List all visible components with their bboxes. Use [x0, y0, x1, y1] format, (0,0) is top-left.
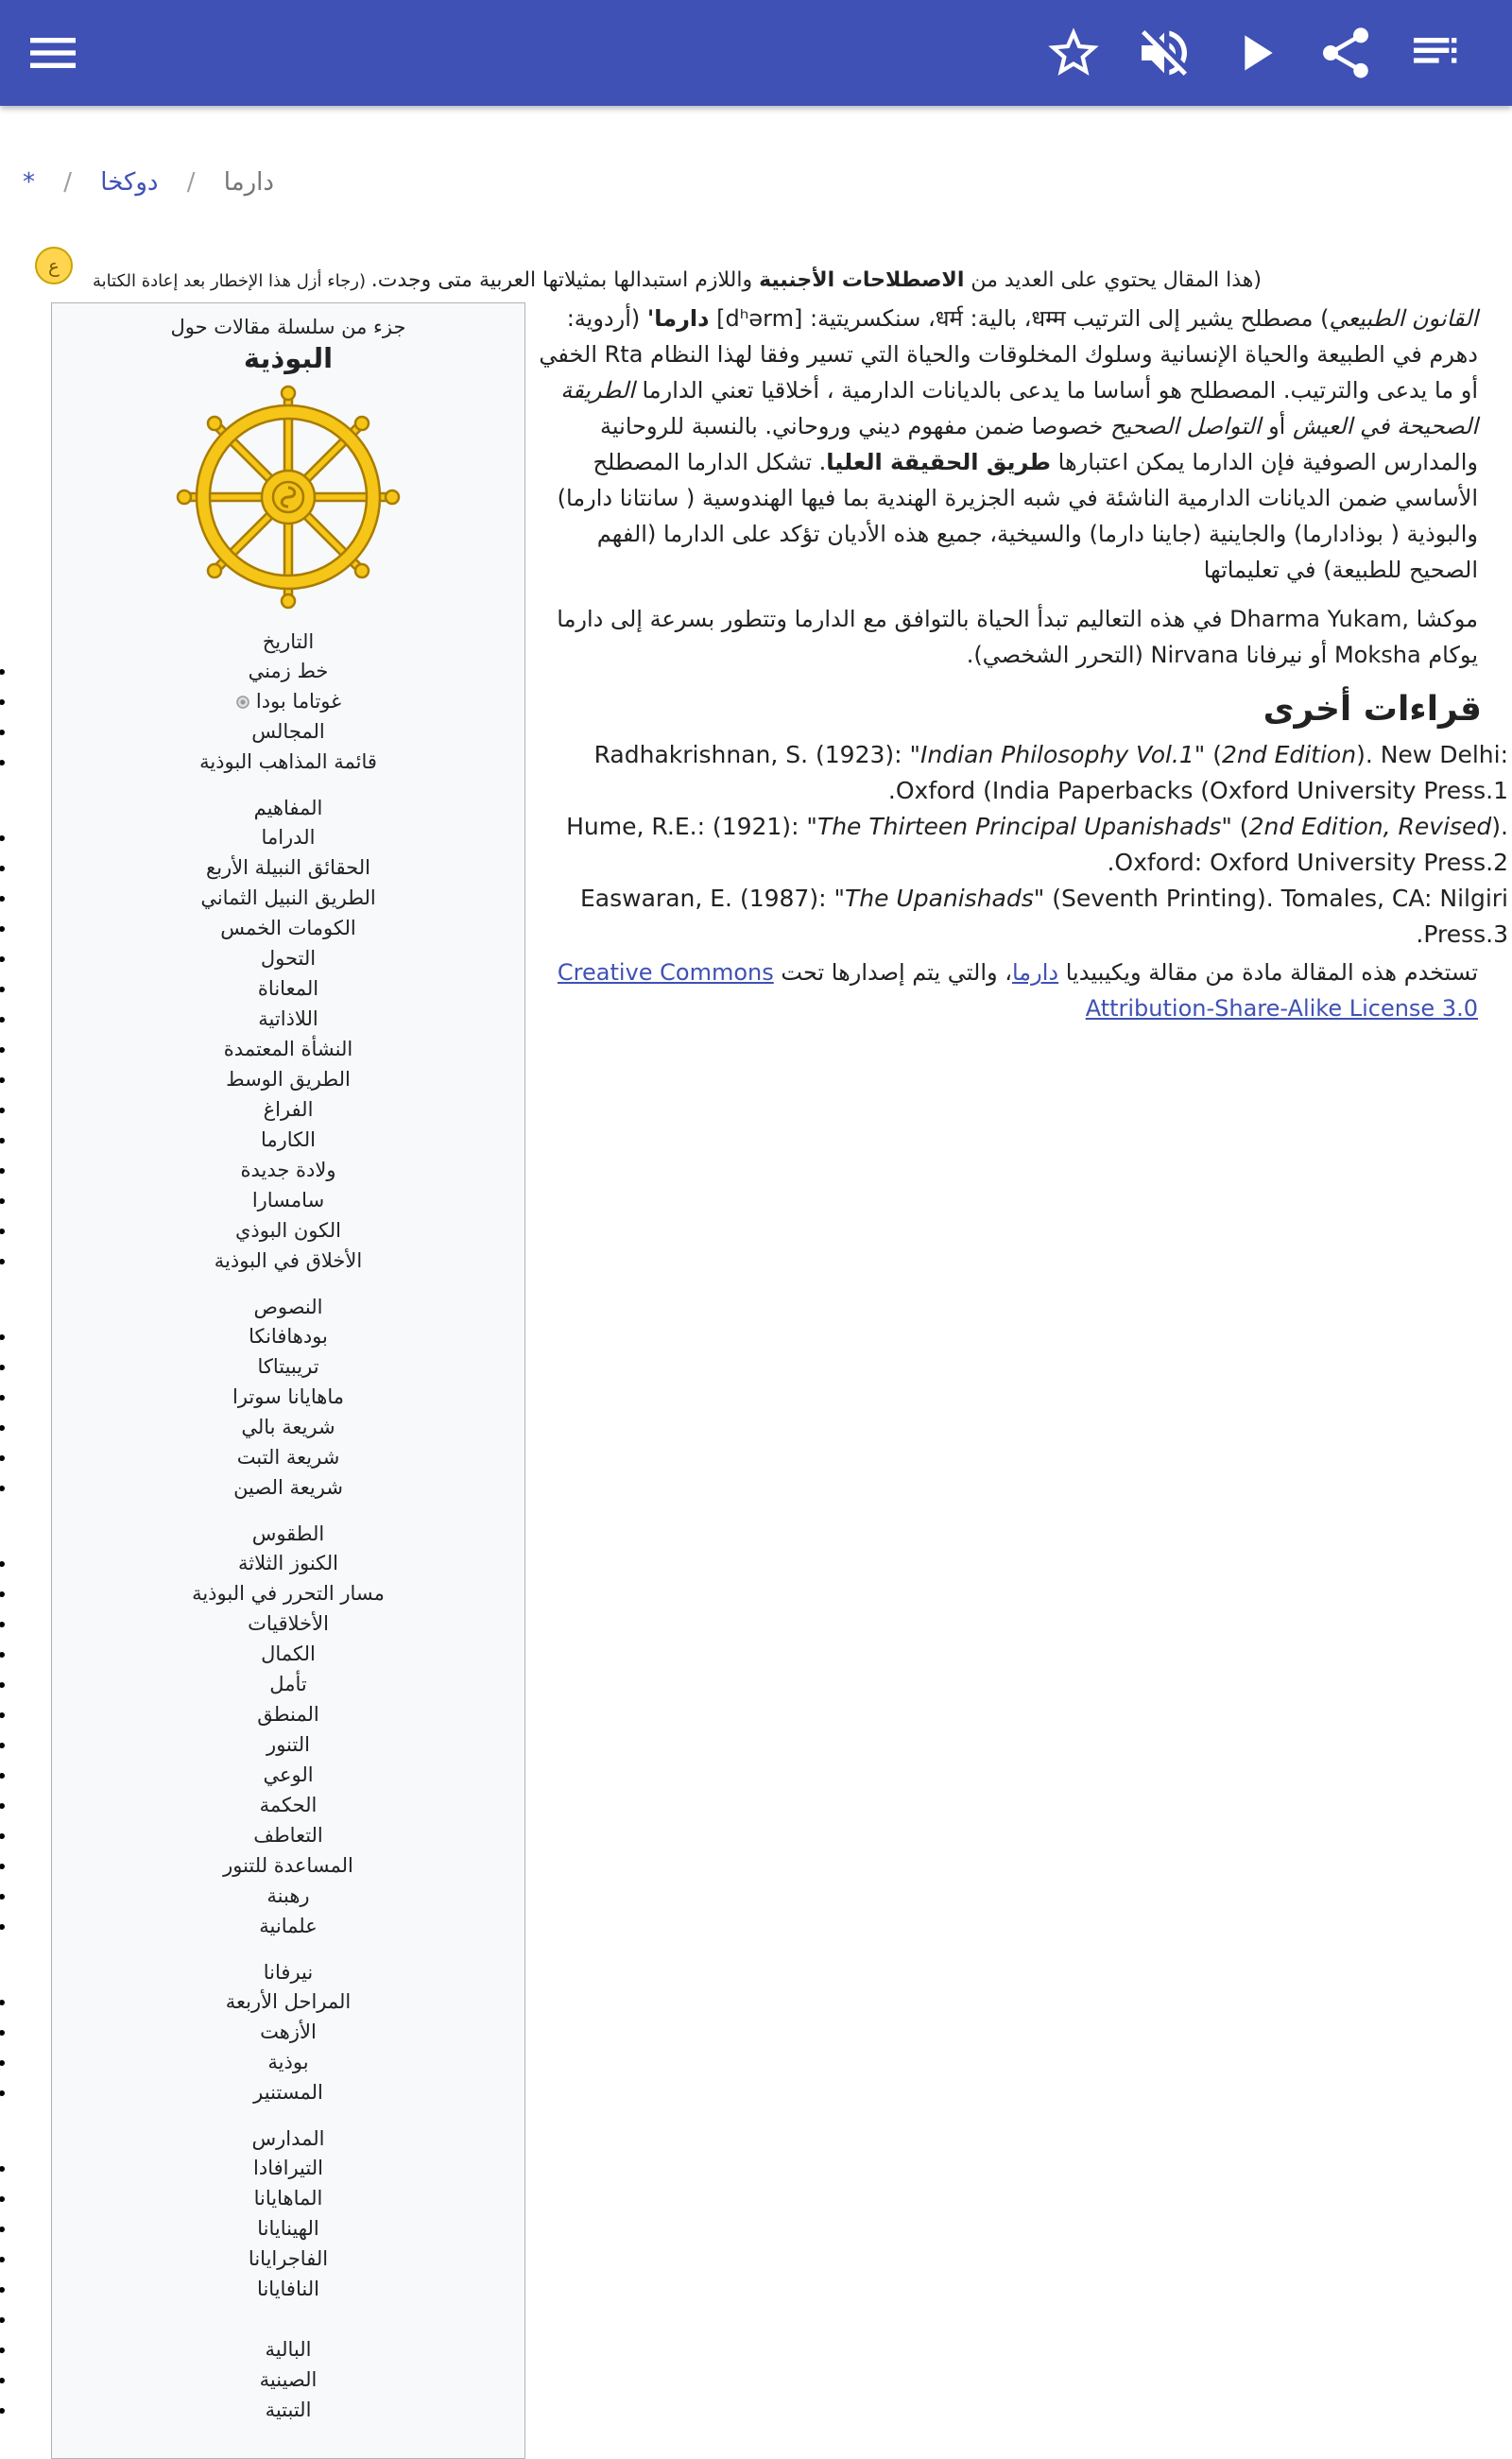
language-notice	[93, 268, 1262, 292]
infobox-item-label: سامسارا	[251, 1189, 325, 1212]
infobox-item-label: الأخلاقيات	[248, 1612, 329, 1635]
infobox-item-label: الماهايانا	[253, 2187, 323, 2210]
infobox-item-label: شريعة التبت	[236, 1446, 340, 1469]
infobox-item-label: اللاذاتية	[258, 1007, 318, 1030]
infobox-section-list	[52, 1321, 524, 1503]
infobox-list-item[interactable]	[52, 2047, 524, 2077]
infobox-item-label: المنطق	[257, 1703, 319, 1726]
article-italic: التواصل الصحيح	[1109, 413, 1262, 439]
infobox-list-item[interactable]	[52, 913, 524, 943]
breadcrumb-separator: /	[63, 168, 72, 197]
infobox-list-item[interactable]	[52, 2304, 524, 2334]
infobox-list-item[interactable]	[52, 2153, 524, 2183]
reference-list	[525, 737, 1508, 953]
infobox-sections	[52, 628, 524, 2425]
infobox-list-item[interactable]	[52, 2334, 524, 2364]
infobox-list-item[interactable]	[52, 1986, 524, 2017]
infobox-section-heading[interactable]: المفاهيم	[253, 797, 323, 819]
infobox-list-item[interactable]	[52, 2183, 524, 2213]
infobox-list-item[interactable]	[52, 1729, 524, 1760]
reference-text: 2nd Edition, Revised	[1248, 813, 1492, 840]
license-link[interactable]: Creative Commons Attribution-Share-Alike License 3.0	[557, 959, 1478, 1022]
infobox-item-label: الكنوز الثلاثة	[237, 1552, 339, 1574]
infobox-list-item[interactable]	[52, 822, 524, 852]
infobox-list-item[interactable]	[52, 686, 524, 716]
infobox-item-label: الطريق الوسط	[226, 1068, 351, 1091]
infobox-list-item[interactable]	[52, 1669, 524, 1699]
reference-number: 2.	[1107, 849, 1508, 876]
menu-icon[interactable]	[23, 23, 83, 83]
infobox-list-item[interactable]	[52, 943, 524, 973]
article-text: धर्म	[935, 305, 963, 332]
infobox-item-label: المستنير	[253, 2081, 323, 2104]
article-text: धम्म	[1031, 305, 1066, 332]
infobox-item-label: التحول	[260, 947, 317, 970]
infobox-list-item[interactable]	[52, 1004, 524, 1034]
infobox-section-list	[52, 1548, 524, 1941]
infobox-section-list	[52, 822, 524, 1276]
article-text: ، سنكسريتية:	[802, 305, 936, 332]
article-text: (أردوية: دهرم	[566, 305, 1478, 368]
article-body	[525, 301, 1478, 686]
mute-icon[interactable]	[1134, 23, 1194, 83]
play-icon[interactable]	[1225, 23, 1285, 83]
infobox-item-label: الأزهت	[260, 2021, 317, 2043]
infobox-section-list	[52, 2153, 524, 2425]
infobox-item-label: شريعة بالي	[241, 1416, 335, 1438]
playlist-icon[interactable]	[1406, 23, 1467, 83]
reference-text: Hume, R.E.: (1921): "	[566, 813, 817, 840]
infobox-list-item[interactable]	[52, 1351, 524, 1382]
infobox-list-item[interactable]	[52, 2017, 524, 2047]
infobox-part-of: جزء من سلسلة مقالات حول	[170, 316, 406, 338]
infobox-list-item[interactable]	[52, 973, 524, 1004]
further-reading-heading: قراءات أخرى	[1263, 690, 1482, 729]
license-text: تستخدم هذه المقالة مادة من مقالة ويكيبيديا	[1058, 959, 1478, 986]
infobox-list-item[interactable]	[52, 1064, 524, 1094]
infobox-item-label: علمانية	[259, 1915, 318, 1937]
infobox-list-item[interactable]	[52, 1608, 524, 1639]
reference-text: Radhakrishnan, S. (1923): "	[593, 741, 921, 768]
infobox-item-label: الكومات الخمس	[220, 917, 356, 939]
infobox-list-item[interactable]	[52, 2244, 524, 2274]
infobox-item-label: مسار التحرر في البوذية	[192, 1582, 385, 1605]
article-text: . تشكل الدارما المصطلح الأساسي ضمن الديانات الدارمية الناشئة في شبه الجزيرة الهندية بما فيها الهندوسية ( سانتانا دارما) والبوذية ( بوذادارما) والجاينية (جاينا دارما) والسيخية، جميع هذه الأديان تؤكد على الدارما (الفهم الصحيح للطبيعة) في تعليماتها	[557, 449, 1478, 583]
infobox-list-item[interactable]	[52, 1699, 524, 1729]
share-icon[interactable]	[1315, 23, 1376, 83]
infobox-list-item[interactable]	[52, 1094, 524, 1125]
article-text: [dʰərm]	[716, 305, 803, 332]
infobox-title[interactable]: البوذية	[243, 342, 334, 374]
reference-text: ). Oxford: Oxford University Press.	[1114, 813, 1508, 876]
reference-text: Easwaran, E. (1987): "	[580, 885, 845, 912]
infobox-list-item[interactable]	[52, 852, 524, 883]
source-article-link[interactable]: دارما	[1011, 959, 1059, 986]
infobox-item-label: التيرافادا	[253, 2157, 323, 2179]
reference-item	[525, 737, 1508, 809]
infobox-list-item[interactable]	[52, 1790, 524, 1820]
infobox-list-item[interactable]	[52, 2274, 524, 2304]
infobox-list-item[interactable]	[52, 1850, 524, 1881]
license-note	[525, 954, 1478, 1026]
infobox-item-label: التبتية	[265, 2399, 312, 2421]
license-text: ، والتي يتم إصدارها تحت	[773, 959, 1012, 986]
infobox-list-item[interactable]	[52, 1412, 524, 1442]
infobox-list-item[interactable]	[52, 2395, 524, 2425]
reference-text: ). New Delhi: Oxford (India Paperbacks (Oxford University Press.	[895, 741, 1508, 804]
infobox-item-label: البالية	[265, 2338, 312, 2361]
reference-item	[525, 881, 1508, 953]
infobox-item-label: الكمال	[261, 1642, 316, 1665]
notice-small: (رجاء أزل هذا الإخطار بعد إعادة الكتابة	[93, 271, 371, 291]
language-notice-icon	[34, 246, 74, 285]
article-text: في الطبيعة والحياة الإنسانية وسلوك المخلوقات والحياة التي تسير وفقا لهذا النظام Rta الخفي أو ما يدعى والترتيب. المصطلح هو أساسا ما يدعى بالديانات الدارمية ، أخلاقيا تعني الدارما	[539, 341, 1478, 404]
app-bar	[0, 0, 1512, 106]
article-term: القانون الطبيعي	[1329, 305, 1478, 332]
infobox-list-item[interactable]	[52, 1125, 524, 1155]
infobox-item-label: الدراما	[261, 826, 316, 849]
infobox-item-label: الكون البوذي	[235, 1219, 341, 1242]
breadcrumb	[23, 168, 274, 197]
article-text: ) مصطلح يشير إلى الترتيب	[1065, 305, 1330, 332]
infobox-item-label: الحقائق النبيلة الأربع	[206, 856, 370, 879]
infobox-section-list	[52, 656, 524, 777]
infobox-section-list	[52, 1986, 524, 2107]
infobox-item-label: الطريق النبيل الثماني	[200, 886, 376, 909]
infobox	[51, 302, 525, 2459]
infobox-item-label: الفاجرايانا	[248, 2247, 329, 2270]
svg-text:ع: ع	[48, 254, 60, 277]
infobox-item-label: رهبنة	[266, 1884, 310, 1907]
infobox-list-item[interactable]	[52, 1382, 524, 1412]
infobox-item-label: قائمة المذاهب البوذية	[199, 750, 377, 773]
reference-text: " (Seventh Printing). Tomales, CA: Nilgiri Press.	[1033, 885, 1508, 948]
breadcrumb-parent-link[interactable]: دوكخا	[100, 168, 159, 197]
infobox-item-label: تريبيتاكا	[257, 1355, 319, 1378]
infobox-list-item[interactable]	[52, 1442, 524, 1472]
article-term-bold: دارما'	[646, 305, 710, 332]
infobox-list-item[interactable]	[52, 1321, 524, 1351]
infobox-list-item[interactable]	[52, 1639, 524, 1669]
infobox-item-label: خط زمني	[248, 660, 329, 682]
infobox-item-label: المراحل الأربعة	[225, 1990, 352, 2013]
infobox-section-heading[interactable]: المدارس	[251, 2127, 325, 2150]
infobox-item-label: الأخلاق في البوذية	[214, 1249, 363, 1272]
infobox-item-label: بودهافانكا	[249, 1325, 328, 1348]
infobox-list-item[interactable]	[52, 747, 524, 777]
infobox-item-label: شريعة الصين	[233, 1476, 343, 1499]
infobox-list-item[interactable]	[52, 1911, 524, 1941]
infobox-list-item[interactable]	[52, 656, 524, 686]
infobox-item-label: الفراغ	[263, 1098, 314, 1121]
article-paragraph	[525, 301, 1478, 588]
info-circle-icon	[235, 695, 250, 710]
infobox-item-label: ولادة جديدة	[240, 1159, 336, 1181]
infobox-list-item[interactable]	[52, 1881, 524, 1911]
infobox-section-heading[interactable]: التاريخ	[262, 630, 315, 653]
infobox-list-item[interactable]	[52, 2077, 524, 2107]
infobox-item-label: التنور	[266, 1733, 310, 1756]
infobox-item-label: ماهايانا سوترا	[232, 1385, 344, 1408]
article-text: أو	[1261, 413, 1293, 439]
article-paragraph: موكشا ,Dharma Yukam في هذه التعاليم تبدأ الحياة بالتوافق مع الدارما وتتطور بسرعة إلى دارما يوكام Moksha أو نيرفانا Nirvana (التحرر الشخصي).	[557, 606, 1478, 668]
infobox-item-label: الكارما	[260, 1128, 317, 1151]
infobox-item-label: النشأة المعتمدة	[223, 1038, 353, 1060]
infobox-section-heading[interactable]: الطقوس	[251, 1522, 325, 1545]
infobox-list-item[interactable]	[52, 1472, 524, 1503]
infobox-section-heading[interactable]: نيرفانا	[263, 1961, 314, 1984]
article-text: ، بالية:	[962, 305, 1032, 332]
reference-number: 3.	[1416, 920, 1508, 948]
infobox-item-label: الهينايانا	[257, 2217, 319, 2240]
notice-text-rest: واللازم استبدالها بمثيلاتها العربية متى وجدت.	[370, 268, 760, 292]
infobox-item-label: بوذية	[267, 2051, 309, 2073]
infobox-list-item[interactable]	[52, 1820, 524, 1850]
infobox-list-item[interactable]	[52, 1548, 524, 1578]
reference-text: The Thirteen Principal Upanishads	[816, 813, 1222, 840]
breadcrumb-separator: /	[186, 168, 196, 197]
infobox-list-item[interactable]	[52, 1215, 524, 1246]
infobox-item-label: تأمل	[269, 1673, 307, 1695]
notice-text: (هذا المقال يحتوي على العديد من	[964, 268, 1262, 292]
infobox-item-label: المساعدة للتنور	[223, 1854, 353, 1877]
infobox-list-item[interactable]	[52, 1155, 524, 1185]
dharma-wheel-icon	[175, 384, 402, 610]
infobox-item-label: المجالس	[251, 720, 325, 743]
article-italic: الطريقة الصحيحة في العيش	[560, 377, 1478, 439]
infobox-list-item[interactable]	[52, 716, 524, 747]
breadcrumb-root-link[interactable]: *	[22, 168, 35, 197]
infobox-item-label: التعاطف	[253, 1824, 323, 1847]
breadcrumb-current: دارما	[223, 168, 274, 197]
infobox-list-item[interactable]	[52, 1246, 524, 1276]
infobox-list-item[interactable]	[52, 1185, 524, 1215]
reference-text: " (	[1194, 741, 1222, 768]
reference-item	[525, 809, 1508, 881]
infobox-section-heading[interactable]: النصوص	[253, 1296, 323, 1318]
reference-text: " (	[1221, 813, 1249, 840]
infobox-list-item[interactable]	[52, 1760, 524, 1790]
infobox-list-item[interactable]	[52, 2364, 524, 2395]
notice-bold: الاصطلاحات الأجنبية	[759, 268, 965, 292]
infobox-item-label: الحكمة	[259, 1794, 318, 1816]
infobox-item-label: الصينية	[259, 2368, 318, 2391]
infobox-item-label: غوتاما بودا	[255, 690, 342, 713]
star-icon[interactable]	[1043, 23, 1104, 83]
infobox-list-item[interactable]	[52, 1034, 524, 1064]
infobox-list-item[interactable]	[52, 1578, 524, 1608]
infobox-item-label: المعاناة	[257, 977, 319, 1000]
infobox-list-item[interactable]	[52, 883, 524, 913]
reference-text: Indian Philosophy Vol.1	[920, 741, 1194, 768]
infobox-item-label: النافايانا	[257, 2278, 319, 2300]
reference-text: The Upanishads	[844, 885, 1034, 912]
article-text: خصوصا ضمن مفهوم ديني وروحاني. بالنسبة للروحانية والمدارس الصوفية فإن الدارما يمكن اعتبارها	[600, 413, 1478, 475]
article-bold: طريق الحقيقة العليا	[826, 449, 1052, 475]
reference-text: 2nd Edition	[1222, 741, 1357, 768]
infobox-list-item[interactable]	[52, 2213, 524, 2244]
infobox-item-label: الوعي	[263, 1763, 314, 1786]
reference-number: 1.	[887, 777, 1508, 804]
